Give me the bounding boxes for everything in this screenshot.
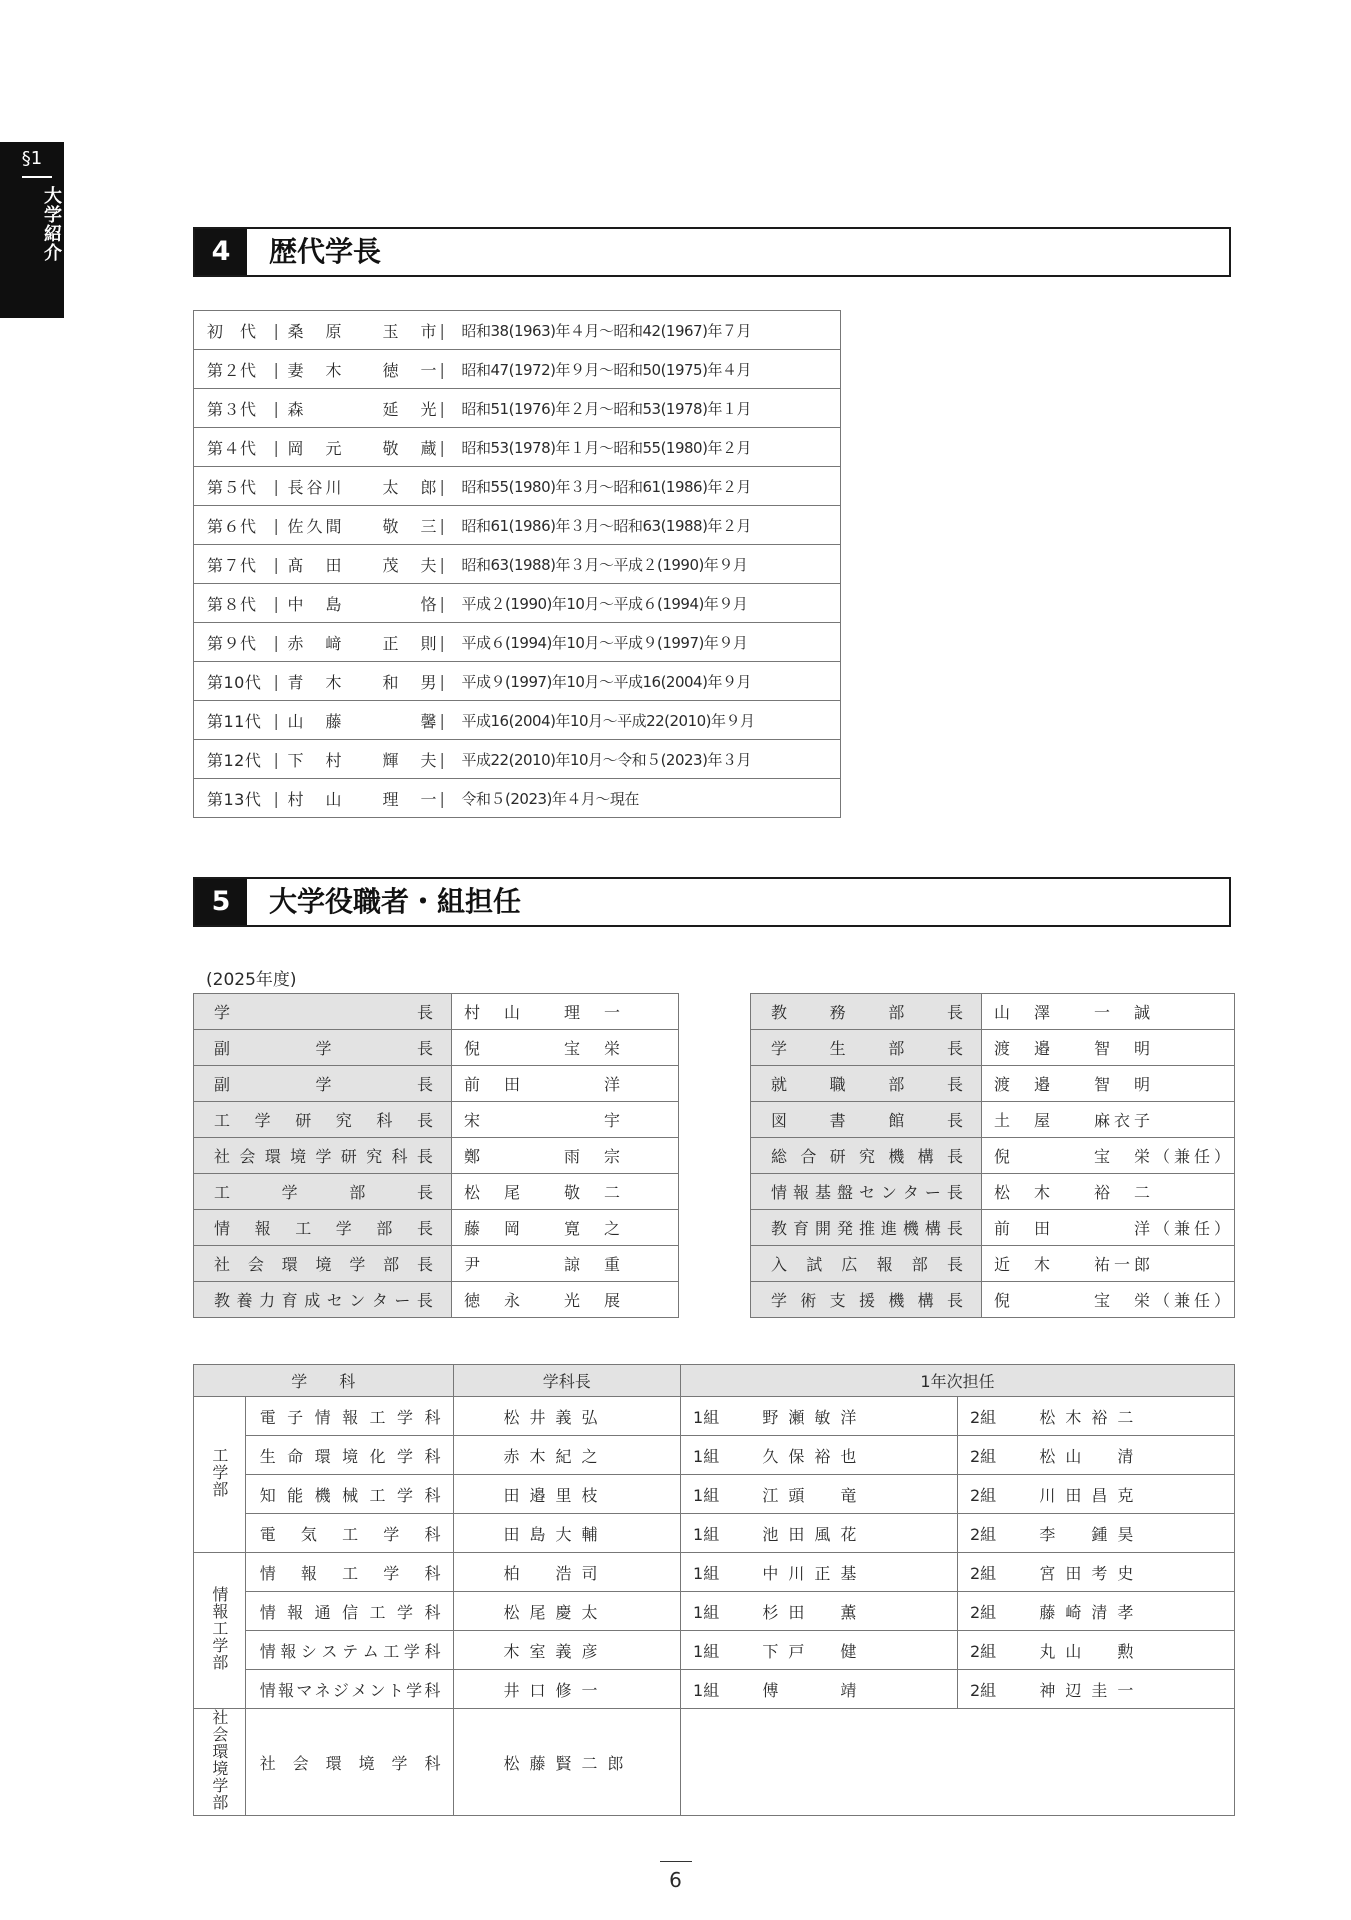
header-department-head: 学科長	[453, 1365, 681, 1397]
officer-name: 渡 邉 智 明	[981, 1030, 1234, 1066]
class-label: 2組	[957, 1514, 1009, 1553]
departments-table	[193, 1364, 1235, 1816]
column-separator: |	[274, 545, 282, 584]
officer-role	[751, 1174, 982, 1210]
officer-role-text: 教 養 力 育 成 セ ン タ ー 長	[214, 1291, 433, 1310]
section-5-title: 大学役職者・組担任	[269, 885, 522, 918]
officer-role	[194, 1030, 452, 1066]
department-name	[245, 1670, 453, 1709]
class-label: 1組	[681, 1514, 733, 1553]
fiscal-year-caption: (2025年度)	[206, 970, 297, 990]
officer-row	[751, 1210, 1235, 1246]
president-generation: 第８代	[194, 584, 274, 623]
section-4-header	[193, 227, 1231, 277]
departments-header-row	[194, 1365, 1235, 1397]
president-row	[194, 428, 841, 467]
department-name-text: 電 子 情 報 工 学 科	[259, 1407, 441, 1427]
column-separator: |	[440, 506, 448, 545]
officer-role	[751, 1066, 982, 1102]
president-row	[194, 545, 841, 584]
president-row	[194, 506, 841, 545]
president-name: 桑 原 玉 市	[282, 311, 440, 350]
department-head: 赤木紀之	[453, 1436, 681, 1475]
president-name: 妻 木 徳 一	[282, 350, 440, 389]
column-separator: |	[274, 701, 282, 740]
department-head: 松藤賢二郎	[453, 1709, 681, 1816]
class-advisor: 李 鍾昊	[1009, 1514, 1234, 1553]
column-separator: |	[440, 428, 448, 467]
president-generation: 第９代	[194, 623, 274, 662]
officer-row	[194, 994, 679, 1030]
side-tab-rule	[22, 176, 52, 178]
officer-row	[751, 1102, 1235, 1138]
officer-name: 松 木 裕 二	[981, 1174, 1234, 1210]
officer-row	[194, 1030, 679, 1066]
class-advisor: 宮田考史	[1009, 1553, 1234, 1592]
column-separator: |	[274, 467, 282, 506]
department-row	[194, 1514, 1235, 1553]
column-separator: |	[440, 623, 448, 662]
officer-row	[751, 1174, 1235, 1210]
department-name-text: 社 会 環 境 学 科	[259, 1753, 441, 1773]
class-label: 2組	[957, 1475, 1009, 1514]
department-head: 田島大輔	[453, 1514, 681, 1553]
officer-role-text: 学 術 支 援 機 構 長	[771, 1291, 963, 1310]
officer-role	[751, 1138, 982, 1174]
department-name	[245, 1592, 453, 1631]
officer-row	[194, 1282, 679, 1318]
officer-role-text: 学 長	[214, 1003, 433, 1022]
president-generation: 第12代	[194, 740, 274, 779]
department-row	[194, 1553, 1235, 1592]
section-4-number: 4	[195, 229, 247, 275]
department-row	[194, 1670, 1235, 1709]
class-advisor: 下戸 健	[732, 1631, 957, 1670]
president-tenure: 昭和63(1988)年３月〜平成２(1990)年９月	[448, 545, 841, 584]
department-name-text: 生 命 環 境 化 学 科	[259, 1446, 441, 1466]
class-advisor: 久保裕也	[732, 1436, 957, 1475]
president-row	[194, 389, 841, 428]
officer-role-text: 総 合 研 究 機 構 長	[771, 1147, 963, 1166]
officer-row	[194, 1066, 679, 1102]
department-row	[194, 1475, 1235, 1514]
class-label: 2組	[957, 1553, 1009, 1592]
officer-role	[751, 1030, 982, 1066]
department-name-text: 情 報 工 学 科	[259, 1563, 441, 1583]
officer-name: 宋 宇	[452, 1102, 679, 1138]
header-first-year-advisors: 1年次担任	[681, 1365, 1235, 1397]
president-generation: 第３代	[194, 389, 274, 428]
officer-role	[194, 1210, 452, 1246]
officer-role-text: 工 学 研 究 科 長	[214, 1111, 433, 1130]
department-name-text: 知 能 機 械 工 学 科	[259, 1485, 441, 1505]
column-separator: |	[440, 584, 448, 623]
class-advisor: 神辺圭一	[1009, 1670, 1234, 1709]
officer-row	[751, 994, 1235, 1030]
class-advisor: 傅 靖	[732, 1670, 957, 1709]
officer-name: 松 尾 敬 二	[452, 1174, 679, 1210]
department-head: 柏 浩司	[453, 1553, 681, 1592]
department-head: 松尾慶太	[453, 1592, 681, 1631]
president-generation: 第13代	[207, 789, 262, 809]
officer-role-text: 社 会 環 境 学 部 長	[214, 1255, 433, 1274]
officer-row	[751, 1282, 1235, 1318]
president-name: 青 木 和 男	[282, 662, 440, 701]
president-tenure: 平成２(1990)年10月〜平成６(1994)年９月	[448, 584, 841, 623]
president-row	[194, 740, 841, 779]
officer-role	[194, 1174, 452, 1210]
class-label: 2組	[957, 1397, 1009, 1436]
president-generation: 初 代	[194, 311, 274, 350]
officer-name: 近 木 祐一郎	[981, 1246, 1234, 1282]
officer-role-text: 教 務 部 長	[771, 1003, 963, 1022]
president-name: 佐久間 敬 三	[282, 506, 440, 545]
officers-table-right	[750, 993, 1235, 1318]
department-row	[194, 1397, 1235, 1436]
officer-role-text: 副 学 長	[214, 1075, 433, 1094]
officer-name: 藤 岡 寛 之	[452, 1210, 679, 1246]
officer-name: 徳 永 光 展	[452, 1282, 679, 1318]
section-number-label: §1	[21, 148, 43, 169]
class-advisor: 野瀬敏洋	[732, 1397, 957, 1436]
officer-row	[194, 1174, 679, 1210]
president-generation: 第７代	[194, 545, 274, 584]
officer-role-text: 工 学 部 長	[214, 1183, 433, 1202]
column-separator: |	[274, 740, 282, 779]
officer-role-text: 図 書 館 長	[771, 1111, 963, 1130]
officer-role-text: 情 報 基 盤 セ ン タ ー 長	[771, 1183, 963, 1202]
column-separator: |	[440, 389, 448, 428]
officer-role	[194, 994, 452, 1030]
officer-name: 渡 邉 智 明	[981, 1066, 1234, 1102]
officer-name: 倪 宝 栄（兼任）	[981, 1138, 1234, 1174]
president-tenure: 昭和61(1986)年３月〜昭和63(1988)年２月	[448, 506, 841, 545]
president-name: 村 山 理 一	[287, 789, 440, 809]
president-tenure: 平成22(2010)年10月〜令和５(2023)年３月	[448, 740, 841, 779]
class-label: 1組	[681, 1670, 733, 1709]
officer-row	[751, 1030, 1235, 1066]
section-label: 大学紹介	[41, 186, 62, 262]
column-separator: |	[274, 428, 282, 467]
column-separator: |	[440, 467, 448, 506]
class-advisor: 丸山 勲	[1009, 1631, 1234, 1670]
officer-role	[751, 1210, 982, 1246]
column-separator: |	[274, 311, 282, 350]
department-row	[194, 1592, 1235, 1631]
officer-name: 前 田 洋（兼任）	[981, 1210, 1234, 1246]
column-separator: |	[440, 545, 448, 584]
department-row	[194, 1709, 1235, 1816]
column-separator: |	[274, 350, 282, 389]
officer-name: 尹 諒 重	[452, 1246, 679, 1282]
class-label: 2組	[957, 1436, 1009, 1475]
empty-advisor-cell	[681, 1709, 1235, 1816]
officer-row	[194, 1102, 679, 1138]
officer-role	[194, 1282, 452, 1318]
officer-name: 村 山 理 一	[452, 994, 679, 1030]
faculty-name: 社会環境学部	[209, 1709, 229, 1811]
president-tenure: 平成６(1994)年10月〜平成９(1997)年９月	[448, 623, 841, 662]
department-head: 田邉里枝	[453, 1475, 681, 1514]
department-name-text: 情 報 通 信 工 学 科	[259, 1602, 441, 1622]
class-advisor: 池田風花	[732, 1514, 957, 1553]
faculty-name: 工学部	[209, 1447, 229, 1498]
president-row	[194, 584, 841, 623]
officer-row	[751, 1066, 1235, 1102]
president-row	[194, 311, 841, 350]
column-separator: |	[440, 311, 448, 350]
officer-role-text: 副 学 長	[214, 1039, 433, 1058]
officer-row	[194, 1210, 679, 1246]
officer-role	[194, 1102, 452, 1138]
president-tenure: 令和５(2023)年４月〜現在	[461, 789, 639, 808]
faculty-cell	[194, 1709, 246, 1816]
column-separator: |	[274, 584, 282, 623]
president-row	[194, 662, 841, 701]
column-separator: |	[273, 788, 279, 808]
class-advisor: 江頭 竜	[732, 1475, 957, 1514]
president-tenure: 昭和53(1978)年１月〜昭和55(1980)年２月	[448, 428, 841, 467]
president-generation: 第10代	[194, 662, 274, 701]
president-tenure: 昭和47(1972)年９月〜昭和50(1975)年４月	[448, 350, 841, 389]
president-name: 岡 元 敬 蔵	[282, 428, 440, 467]
department-name	[245, 1475, 453, 1514]
page-number-rule	[660, 1861, 692, 1862]
column-separator: |	[439, 788, 445, 808]
officer-role-text: 教 育 開 発 推 進 機 構 長	[771, 1219, 963, 1238]
column-separator: |	[440, 662, 448, 701]
department-name-text: 電 気 工 学 科	[259, 1524, 441, 1544]
department-name	[245, 1709, 453, 1816]
column-separator: |	[274, 662, 282, 701]
presidents-table	[193, 310, 841, 818]
president-tenure: 平成16(2004)年10月〜平成22(2010)年９月	[448, 701, 841, 740]
class-advisor: 松山 清	[1009, 1436, 1234, 1475]
section-4-title: 歴代学長	[269, 235, 382, 268]
president-tenure: 昭和55(1980)年３月〜昭和61(1986)年２月	[448, 467, 841, 506]
faculty-name: 情報工学部	[209, 1586, 229, 1671]
officer-role-text: 情 報 工 学 部 長	[214, 1219, 433, 1238]
officer-row	[194, 1246, 679, 1282]
officer-role	[751, 1102, 982, 1138]
column-separator: |	[274, 389, 282, 428]
department-row	[194, 1631, 1235, 1670]
officer-role-text: 入 試 広 報 部 長	[771, 1255, 963, 1274]
section-side-tab	[0, 142, 64, 318]
officer-role-text: 社 会 環 境 学 研 究 科 長	[214, 1147, 433, 1166]
officer-role-text: 就 職 部 長	[771, 1075, 963, 1094]
class-advisor: 川田昌克	[1009, 1475, 1234, 1514]
department-name	[245, 1436, 453, 1475]
officers-table-left	[193, 993, 679, 1318]
officer-name: 倪 宝 栄	[452, 1030, 679, 1066]
officer-role	[751, 1282, 982, 1318]
section-5-number: 5	[195, 879, 247, 925]
officer-name: 前 田 洋	[452, 1066, 679, 1102]
department-row	[194, 1436, 1235, 1475]
president-generation: 第２代	[194, 350, 274, 389]
class-advisor: 中川正基	[732, 1553, 957, 1592]
class-label: 1組	[681, 1631, 733, 1670]
column-separator: |	[440, 350, 448, 389]
column-separator: |	[274, 506, 282, 545]
column-separator: |	[440, 740, 448, 779]
officer-name: 土 屋 麻衣子	[981, 1102, 1234, 1138]
department-name-text: 情 報 マ ネ ジ メ ン ト 学 科	[259, 1680, 441, 1700]
section-5-header	[193, 877, 1231, 927]
class-advisor: 杉田 薫	[732, 1592, 957, 1631]
president-generation: 第11代	[194, 701, 274, 740]
officer-role	[751, 994, 982, 1030]
department-name	[245, 1553, 453, 1592]
class-label: 2組	[957, 1631, 1009, 1670]
department-name	[245, 1514, 453, 1553]
president-name: 下 村 輝 夫	[282, 740, 440, 779]
officer-role	[194, 1066, 452, 1102]
officer-role-text: 学 生 部 長	[771, 1039, 963, 1058]
president-name: 山 藤 馨	[282, 701, 440, 740]
president-row	[194, 701, 841, 740]
president-row	[194, 350, 841, 389]
faculty-cell	[194, 1397, 246, 1553]
page-number: 6	[669, 1868, 682, 1892]
department-name-text: 情 報 シ ス テ ム 工 学 科	[259, 1641, 441, 1661]
class-advisor: 松木裕二	[1009, 1397, 1234, 1436]
officer-role	[751, 1246, 982, 1282]
class-label: 1組	[681, 1592, 733, 1631]
president-generation: 第５代	[194, 467, 274, 506]
class-label: 1組	[681, 1397, 733, 1436]
class-label: 1組	[681, 1475, 733, 1514]
president-name: 赤 﨑 正 則	[282, 623, 440, 662]
officer-name: 倪 宝 栄（兼任）	[981, 1282, 1234, 1318]
department-name	[245, 1397, 453, 1436]
president-row	[194, 467, 841, 506]
department-head: 木室義彦	[453, 1631, 681, 1670]
class-label: 1組	[681, 1436, 733, 1475]
president-name: 中 島 恪	[282, 584, 440, 623]
department-head: 松井義弘	[453, 1397, 681, 1436]
column-separator: |	[440, 701, 448, 740]
officer-role	[194, 1138, 452, 1174]
president-row	[194, 623, 841, 662]
president-generation: 第４代	[194, 428, 274, 467]
president-tenure: 昭和38(1963)年４月〜昭和42(1967)年７月	[448, 311, 841, 350]
president-tenure: 昭和51(1976)年２月〜昭和53(1978)年１月	[448, 389, 841, 428]
officer-row	[194, 1138, 679, 1174]
president-tenure: 平成９(1997)年10月〜平成16(2004)年９月	[448, 662, 841, 701]
header-department: 学 科	[194, 1365, 454, 1397]
president-name: 森 延 光	[282, 389, 440, 428]
president-row	[194, 779, 841, 818]
class-advisor: 藤崎清孝	[1009, 1592, 1234, 1631]
president-generation: 第６代	[194, 506, 274, 545]
president-name: 髙 田 茂 夫	[282, 545, 440, 584]
officer-name: 山 澤 一 誠	[981, 994, 1234, 1030]
officer-row	[751, 1246, 1235, 1282]
department-head: 井口修一	[453, 1670, 681, 1709]
faculty-cell	[194, 1553, 246, 1709]
president-name: 長谷川 太 郎	[282, 467, 440, 506]
officer-role	[194, 1246, 452, 1282]
column-separator: |	[274, 623, 282, 662]
class-label: 2組	[957, 1592, 1009, 1631]
officer-name: 鄭 雨 宗	[452, 1138, 679, 1174]
department-name	[245, 1631, 453, 1670]
class-label: 2組	[957, 1670, 1009, 1709]
officer-row	[751, 1138, 1235, 1174]
class-label: 1組	[681, 1553, 733, 1592]
